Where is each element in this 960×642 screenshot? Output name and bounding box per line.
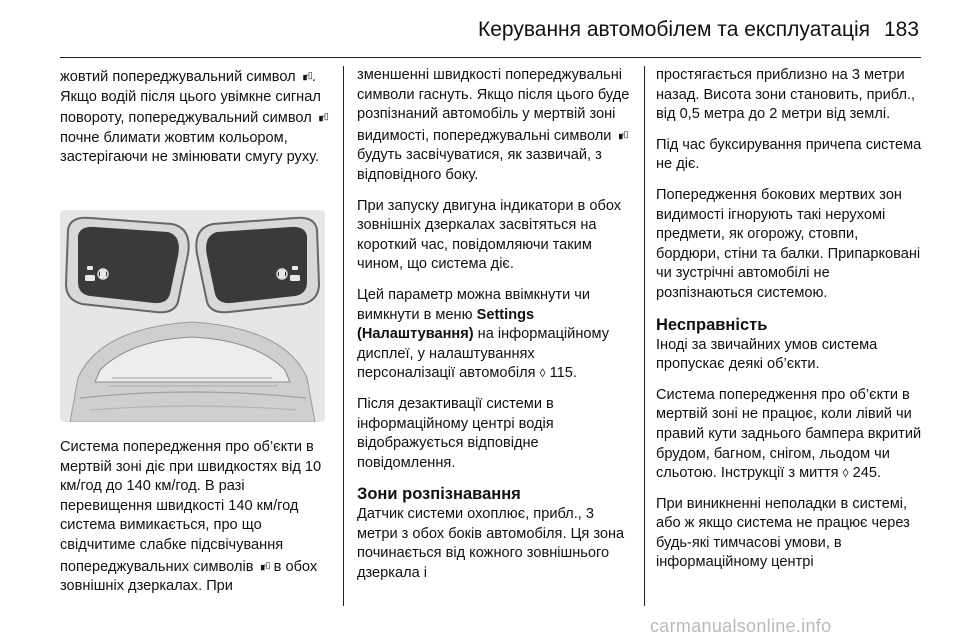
page-number: 183 [884, 18, 920, 41]
menu-name: Settings (Налаштування) [357, 306, 535, 343]
page-reference-icon: ◊ [539, 366, 546, 381]
paragraph: При запуску двигуна індикатори в обох зовнішніх дзеркалах засвітяться на короткий час, повідомляючи таким чином, що система діє. [357, 197, 622, 273]
mirror-illustration [60, 210, 325, 422]
column-divider-left [343, 66, 344, 606]
paragraph: Після дезактивації системи в інформаційному центрі водія відображується відповідне повідомлення. [357, 395, 554, 471]
section-heading: Несправність [656, 315, 768, 334]
watermark: carmanualsonline.info [650, 616, 832, 636]
blind-zone-symbol-icon: ▗◦▯ [257, 559, 270, 570]
paragraph: Під час буксирування причепа система не діє. [656, 136, 922, 173]
paragraph: Цей параметр можна ввімкнути чи вимкнути в меню Settings (Налаштування) на інформаційному дисплеї, у налаштуваннях персоналізації автомобіля ◊ 115. [357, 286, 609, 382]
paragraph: При виникненні неполадки в системі, або ж якщо система не працює через будь-які тимчасові умови, в інформаційному центрі [656, 495, 910, 571]
column-left [60, 66, 332, 179]
page-reference-icon: ◊ [842, 466, 849, 481]
paragraph: Попередження бокових мертвих зон видимості ігнорують такі нерухомі предмети, як огорожу, стовпи, бордюри, стіни та балки. Припарковані чи зустрічні автомобілі не розпізнаються системою. [656, 186, 921, 301]
column-left-continued [60, 438, 332, 608]
paragraph: простягається приблизно на 3 метри назад. Висота зони становить, прибл., від 0,5 метра до 2 метри від землі. [656, 67, 916, 123]
header-title: Керування автомобілем та експлуатація [478, 18, 871, 41]
paragraph: зменшенні швидкості попереджувальні символи гаснуть. Якщо після цього буде розпізнаний автомобіль у мертвій зоні видимості, попереджувальні символи ▗◦▯ будуть засвічуватися, як зазвичай, з відповідного боку. [357, 67, 630, 183]
blind-zone-symbol-icon: ▗◦▯ [315, 111, 328, 122]
page-header [0, 0, 960, 58]
blind-zone-symbol-icon: ▗◦▯ [299, 70, 312, 80]
blind-zone-symbol-icon: ▗◦▯ [615, 128, 628, 139]
paragraph: жовтий попереджувальний символ ▗◦▯. Якщо водій після цього увімкне сигнал повороту, попереджувальний символ ▗◦▯ почне блимати жовтим кольором, застерігаючи не змінювати смугу руху. [60, 69, 328, 166]
column-divider-right [644, 66, 645, 606]
header-divider [60, 57, 921, 58]
paragraph: Система попередження про об’єкти в мертвій зоні діє при швидкостях від 10 км/год до 140 км/год. В разі перевищення швидкості 140 км/год система вимикається, про що свідчитиме слабке підсвічування попереджувальних символів ▗◦▯ в обох зовнішніх дзеркалах. При [60, 439, 322, 595]
paragraph: Датчик системи охоплює, прибл., 3 метри з обох боків автомобіля. Ця зона починається від кожного зовнішнього дзеркала і [357, 506, 625, 582]
column-middle [357, 66, 635, 595]
paragraph: Іноді за звичайних умов система пропускає деякі об’єкти. [656, 336, 878, 373]
paragraph: Система попередження про об’єкти в мертвій зоні не працює, коли лівий чи правий кути заднього бампера вкритий брудом, багном, снігом, льодом чи сльотою. Інструкції з миття ◊ 245. [656, 386, 922, 482]
column-right [656, 66, 924, 584]
section-heading: Зони розпізнавання [357, 485, 521, 504]
